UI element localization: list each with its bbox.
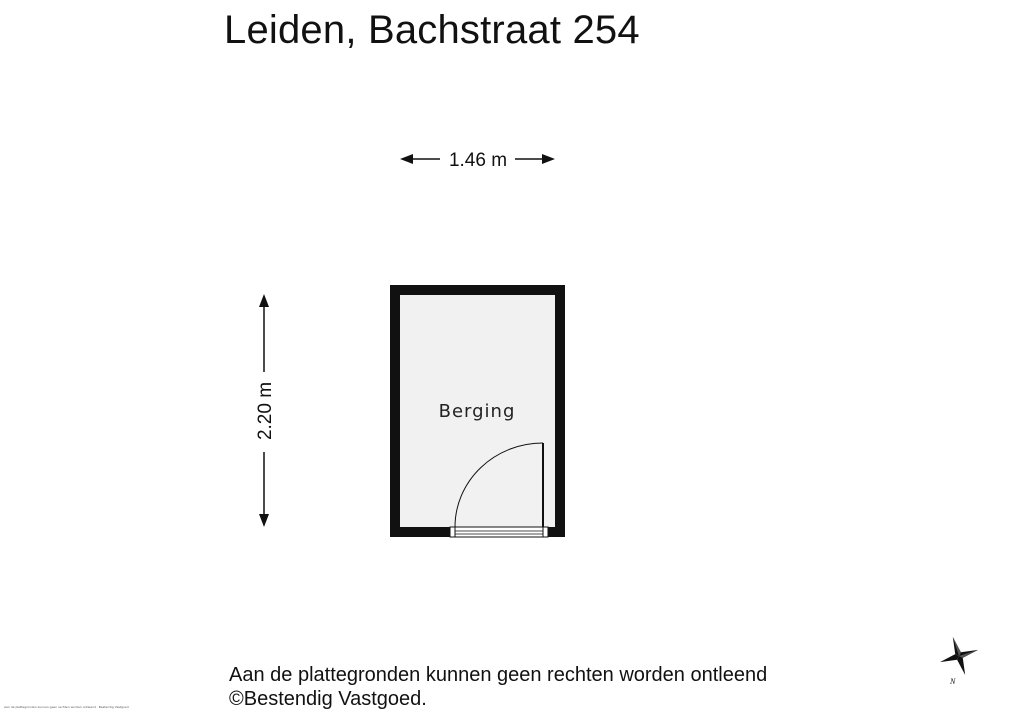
compass-icon xyxy=(934,631,984,681)
disclaimer xyxy=(229,663,767,711)
disclaimer-line-2: ©Bestendig Vastgoed. xyxy=(229,688,427,710)
wall-bottom-left xyxy=(390,527,450,537)
wall-bottom-right xyxy=(548,527,565,537)
page-title: Leiden, Bachstraat 254 xyxy=(224,8,640,52)
disclaimer-line-1: Aan de plattegronden kunnen geen rechten worden ontleend xyxy=(229,664,768,686)
height-dimension-label: 2.20 m xyxy=(255,381,276,441)
compass-north-label: N xyxy=(950,677,956,686)
wall-left xyxy=(390,285,400,537)
room-berging xyxy=(390,285,565,537)
height-dimension xyxy=(255,294,276,527)
door-threshold xyxy=(450,527,548,537)
wall-top xyxy=(390,285,565,295)
width-dimension xyxy=(400,150,555,171)
wall-right xyxy=(555,285,565,537)
fine-print: Aan de plattegronden kunnen geen rechten worden ontleend · Bestendig Vastgoed xyxy=(4,705,129,709)
width-dimension-label: 1.46 m xyxy=(448,150,508,171)
room-label: Berging xyxy=(438,401,516,422)
